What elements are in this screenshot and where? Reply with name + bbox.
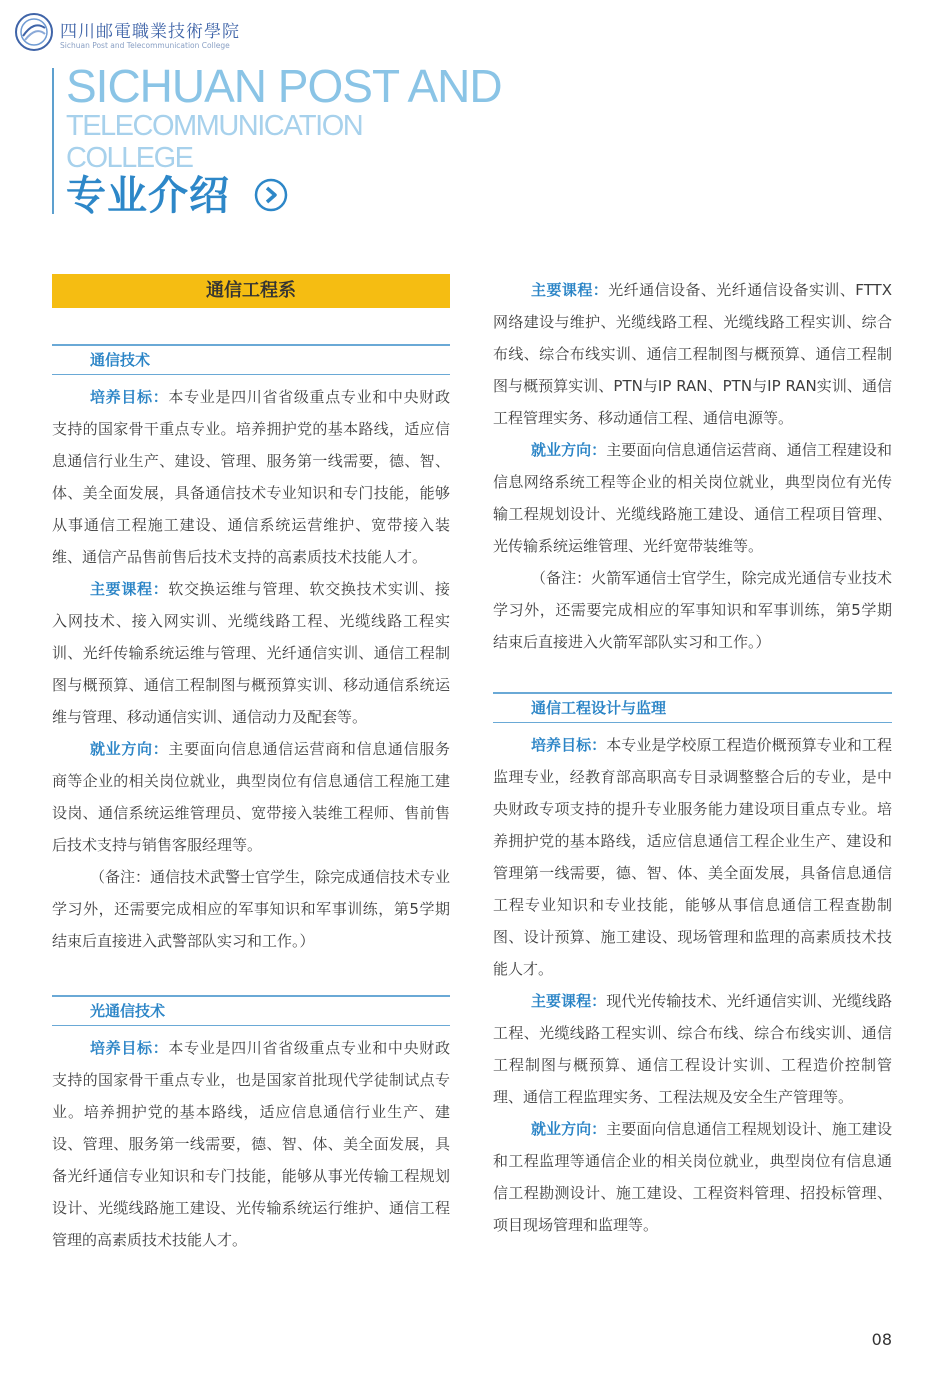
section-note: （备注：通信技术武警士官学生，除完成通信技术专业学习外，还需要完成相应的军事知识和军事训练，第5学期结束后直接进入武警部队实习和工作。）	[52, 868, 451, 950]
hero-line-2: TELECOMMUNICATION	[66, 110, 363, 142]
section-title-design-supervision: 通信工程设计与监理	[493, 692, 892, 723]
section-courses	[52, 573, 450, 733]
header-divider	[52, 68, 54, 214]
goal-text: 本专业是四川省省级重点专业和中央财政支持的国家骨干重点专业，也是国家首批现代学徒制试点专业。培养拥护党的基本路线，适应信息通信行业生产、建设、管理、服务第一线需要，德、智、体、美全面发展，具备光纤通信专业知识和专门技能，能够从事光传输工程规划设计、光缆线路施工建设、光传输系统运行维护、通信工程管理的高素质技术技能人才。	[52, 1039, 450, 1249]
course-label: 主要课程：	[90, 580, 169, 598]
logo-chinese-name: 四川邮電職業技術學院	[60, 22, 240, 42]
department-banner: 通信工程系	[52, 274, 450, 308]
section-courses	[493, 985, 892, 1113]
section-jobs	[52, 733, 450, 861]
college-emblem-icon	[14, 12, 54, 52]
course-label: 主要课程：	[531, 281, 609, 299]
course-text: 软交换运维与管理、软交换技术实训、接入网技术、接入网实训、光缆线路工程、光缆线路工程实训、光纤传输系统运维与管理、光纤通信实训、通信工程制图与概预算、通信工程制图与概预算实训、移动通信系统运维与管理、移动通信实训、通信动力及配套等。	[52, 580, 450, 726]
goal-label: 培养目标：	[531, 736, 607, 754]
hero-line-1: SICHUAN POST AND	[66, 60, 502, 112]
job-text: 主要面向信息通信工程规划设计、施工建设和工程监理等通信企业的相关岗位就业，典型岗位有信息通信工程勘测设计、施工建设、工程资料管理、招投标管理、项目现场管理和监理等。	[493, 1120, 892, 1234]
course-text: 现代光传输技术、光纤通信实训、光缆线路工程、光缆线路工程实训、综合布线、综合布线实训、通信工程制图与概预算、通信工程设计实训、工程造价控制管理、通信工程监理实务、工程法规及安全生产管理等。	[493, 992, 892, 1106]
right-column	[493, 274, 892, 1241]
page-title: 专业介绍	[66, 173, 230, 219]
section-goal	[52, 381, 450, 573]
section-goal	[52, 1032, 450, 1256]
arrow-right-circle-icon	[254, 178, 288, 212]
college-logo	[14, 12, 244, 58]
logo-english-name: Sichuan Post and Telecommunication College	[60, 41, 230, 50]
job-label: 就业方向：	[531, 1120, 607, 1138]
section-jobs	[493, 434, 892, 562]
course-label: 主要课程：	[531, 992, 607, 1010]
hero-line-3: COLLEGE	[66, 142, 193, 174]
left-column	[52, 274, 450, 1256]
job-text: 主要面向信息通信运营商、通信工程建设和信息网络系统工程等企业的相关岗位就业，典型岗位有光传输工程规划设计、光缆线路施工建设、通信工程项目管理、光传输系统运维管理、光纤宽带装维等。	[493, 441, 892, 555]
course-text: 光纤通信设备、光纤通信设备实训、FTTX网络建设与维护、光缆线路工程、光缆线路工程实训、综合布线、综合布线实训、通信工程制图与概预算、通信工程制图与概预算实训、PTN与IP RAN、PTN与IP RAN实训、通信工程管理实务、移动通信工程、通信电源等。	[493, 281, 892, 427]
section-title-optical-comm: 光通信技术	[52, 995, 450, 1026]
page-number: 08	[871, 1330, 892, 1349]
job-label: 就业方向：	[90, 740, 169, 758]
section-note: （备注：火箭军通信士官学生，除完成光通信专业技术学习外，还需要完成相应的军事知识和军事训练，第5学期结束后直接进入火箭军部队实习和工作。）	[493, 569, 892, 651]
section-jobs	[493, 1113, 892, 1241]
section-goal	[493, 729, 892, 985]
goal-text: 本专业是学校原工程造价概预算专业和工程监理专业，经教育部高职高专目录调整整合后的专业，是中央财政专项支持的提升专业服务能力建设项目重点专业。培养拥护党的基本路线，适应信息通信工程企业生产、建设和管理第一线需要，德、智、体、美全面发展，具备信息通信工程专业知识和专业技能，能够从事信息通信工程查勘制图、设计预算、施工建设、现场管理和监理的高素质技术技能人才。	[493, 736, 892, 978]
goal-label: 培养目标：	[90, 388, 169, 406]
job-label: 就业方向：	[531, 441, 607, 459]
goal-label: 培养目标：	[90, 1039, 169, 1057]
goal-text: 本专业是四川省省级重点专业和中央财政支持的国家骨干重点专业。培养拥护党的基本路线，适应信息通信行业生产、建设、管理、服务第一线需要，德、智、体、美全面发展，具备通信技术专业知识和专门技能，能够从事通信工程施工建设、通信系统运营维护、宽带接入装维、通信产品售前售后技术支持的高素质技术技能人才。	[52, 388, 450, 566]
job-text: 主要面向信息通信运营商和信息通信服务商等企业的相关岗位就业，典型岗位有信息通信工程施工建设岗、通信系统运维管理员、宽带接入装维工程师、售前售后技术支持与销售客服经理等。	[52, 740, 450, 854]
section-title-communication-tech: 通信技术	[52, 344, 450, 375]
section-courses	[493, 274, 892, 434]
